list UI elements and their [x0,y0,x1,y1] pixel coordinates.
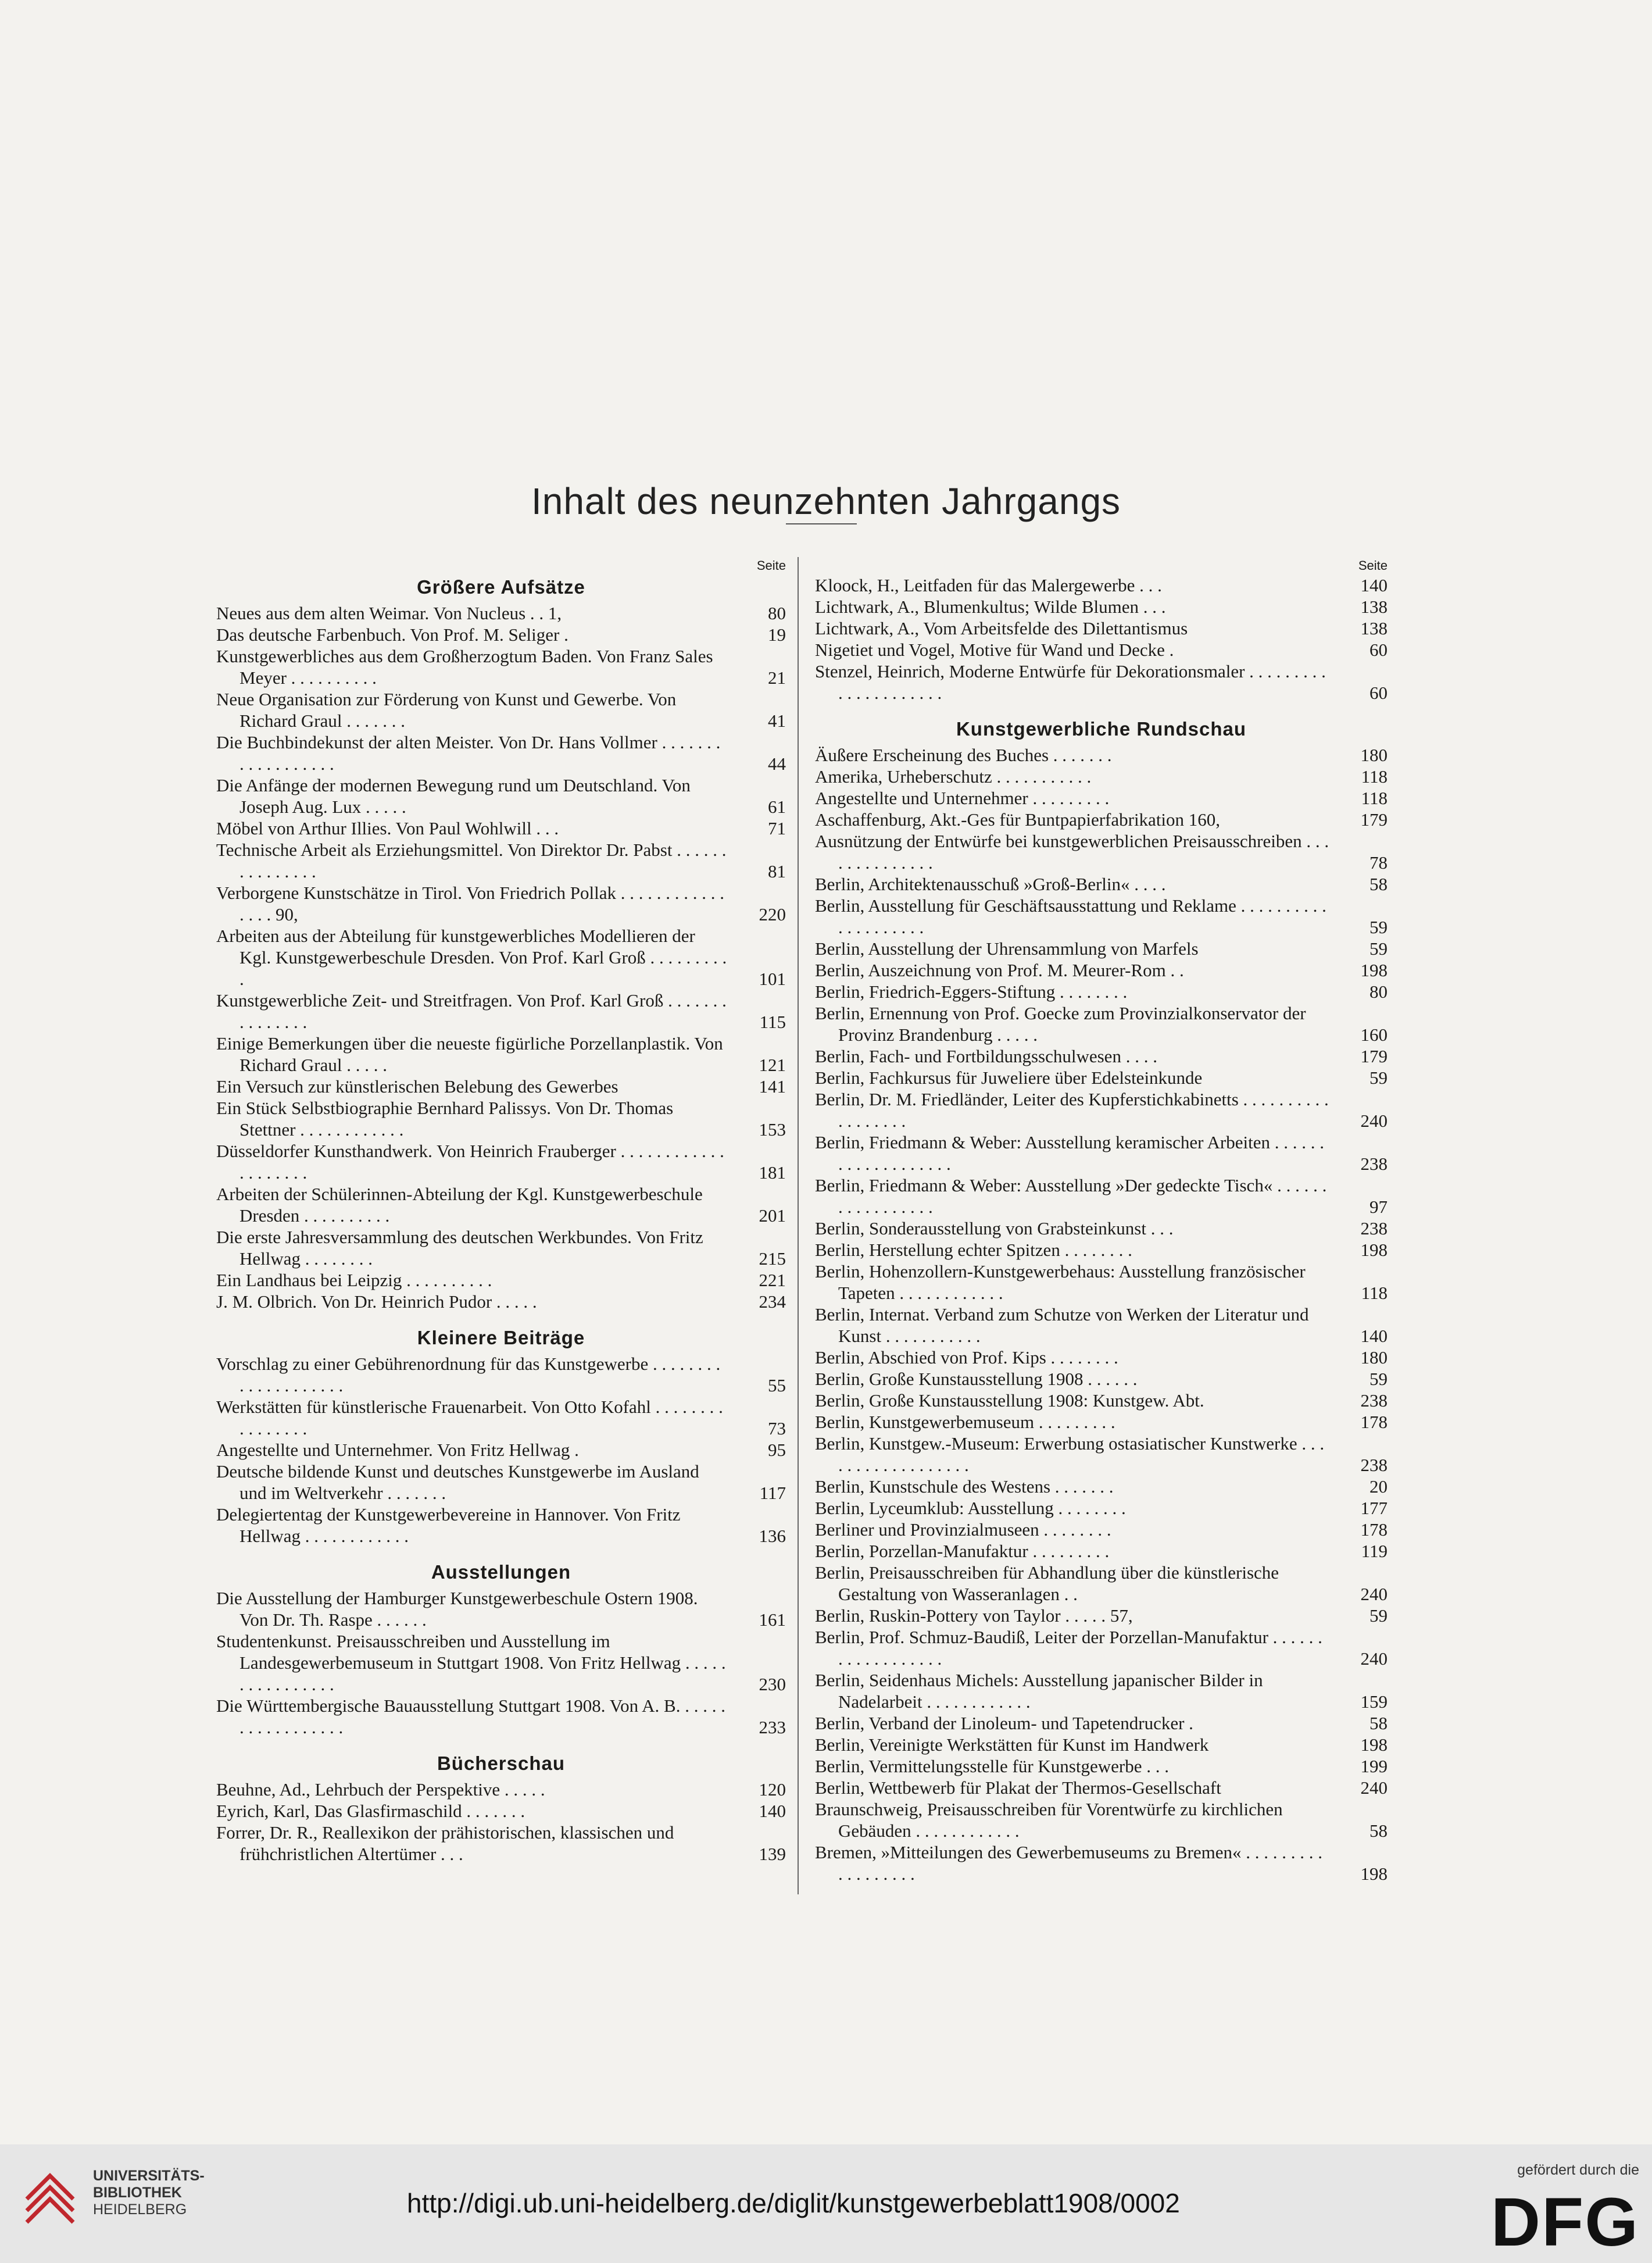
toc-entry [216,1822,786,1865]
entry-title: Deutsche bildende Kunst und deutsches Kunstgewerbe im Ausland und im Weltverkehr . . . . . . . [216,1461,699,1503]
entry-title: Berlin, Friedmann & Weber: Ausstellung keramischer Arbeiten . . . . . . . . . . . . . . . . . . . [815,1132,1324,1174]
entry-page-number: 121 [759,1055,786,1075]
toc-entry [815,1239,1388,1261]
toc-entry [216,1439,786,1461]
entry-title: Vorschlag zu einer Gebührenordnung für das Kunstgewerbe . . . . . . . . . . . . . . . . . . . . [216,1354,721,1395]
toc-entry [815,1540,1388,1562]
entry-title: Neue Organisation zur Förderung von Kunst und Gewerbe. Von Richard Graul . . . . . . . [216,689,677,731]
entry-page-number: 41 [768,711,786,731]
toc-entry [815,1712,1388,1734]
entry-page-number: 95 [768,1440,786,1460]
entry-title: Berlin, Große Kunstausstellung 1908: Kunstgew. Abt. [815,1390,1204,1411]
left-sections [216,574,786,1865]
entry-page-number: 141 [759,1076,786,1097]
toc-entry [815,1067,1388,1088]
library-name [93,2168,233,2218]
toc-entry [216,1076,786,1097]
toc-entry [815,1218,1388,1239]
entry-title: Berlin, Große Kunstausstellung 1908 . . . . . . [815,1369,1138,1389]
toc-entry [216,1291,786,1312]
entry-page-number: 44 [768,754,786,774]
library-line3: HEIDELBERG [93,2201,187,2218]
entry-page-number: 58 [1369,1713,1388,1733]
toc-entry [815,574,1388,596]
entry-page-number: 59 [1369,1369,1388,1389]
toc-entry [815,1002,1388,1045]
toc-entry [815,1368,1388,1390]
entry-page-number: 198 [1360,960,1388,980]
entry-title: Ausnützung der Entwürfe bei kunstgewerblichen Preisausschreiben . . . . . . . . . . . . . . [815,831,1329,873]
entry-page-number: 101 [759,969,786,989]
toc-entry [815,787,1388,809]
entry-title: Das deutsche Farbenbuch. Von Prof. M. Seliger . [216,624,568,645]
toc-entry [815,1433,1388,1476]
library-line2: BIBLIOTHEK [93,2185,182,2201]
entry-title: Berlin, Friedrich-Eggers-Stiftung . . . . . . . . [815,981,1128,1002]
entry-title: Berlin, Auszeichnung von Prof. M. Meurer-Rom . . [815,960,1184,980]
toc-entry [216,818,786,839]
entry-title: Berlin, Preisausschreiben für Abhandlung über die künstlerische Gestaltung von Wasseranlagen . . [815,1562,1279,1604]
toc-entry [815,639,1388,661]
entry-page-number: 55 [768,1375,786,1395]
entry-page-number: 120 [759,1779,786,1800]
toc-entry [815,809,1388,830]
entry-title: Eyrich, Karl, Das Glasfirmaschild . . . . . . . [216,1801,525,1821]
page-title: Inhalt des neunzehnten Jahrgangs [531,480,1121,522]
toc-entry [815,895,1388,938]
entry-page-number: 238 [1360,1218,1388,1238]
toc-entry [815,1476,1388,1497]
entry-title: Amerika, Urheberschutz . . . . . . . . . . . [815,766,1092,787]
toc-entry [815,1798,1388,1841]
entry-page-number: 198 [1360,1734,1388,1755]
entry-page-number: 118 [1361,1283,1388,1303]
entry-page-number: 20 [1369,1476,1388,1497]
entry-page-number: 234 [759,1291,786,1312]
entry-title: Die Buchbindekunst der alten Meister. Von Dr. Hans Vollmer . . . . . . . . . . . . . . . . . . [216,732,721,774]
entry-title: Ein Stück Selbstbiographie Bernhard Palissys. Von Dr. Thomas Stettner . . . . . . . . . . . . [216,1098,674,1140]
entry-title: Berlin, Kunstgew.-Museum: Erwerbung ostasiatischer Kunstwerke . . . . . . . . . . . . . . . . . . [815,1433,1325,1475]
entry-page-number: 240 [1360,1584,1388,1604]
title-rule [786,523,857,524]
entry-page-number: 139 [759,1844,786,1864]
entry-title: Kunstgewerbliches aus dem Großherzogtum Baden. Von Franz Sales Meyer . . . . . . . . . . [216,646,713,688]
toc-entry [216,624,786,645]
entry-title: Einige Bemerkungen über die neueste figürliche Porzellanplastik. Von Richard Graul . . . . . [216,1033,723,1075]
entry-title: Berliner und Provinzialmuseen . . . . . . . . [815,1519,1111,1540]
toc-entry [815,1497,1388,1519]
toc-entry [815,1411,1388,1433]
entry-title: Aschaffenburg, Akt.-Ges für Buntpapierfabrikation 160, [815,809,1221,830]
entry-page-number: 140 [1360,575,1388,595]
entry-title: Berlin, Lyceumklub: Ausstellung . . . . . . . . [815,1498,1126,1518]
toc-entry [216,1183,786,1226]
entry-title: Bremen, »Mitteilungen des Gewerbemuseums zu Bremen« . . . . . . . . . . . . . . . . . . [815,1842,1322,1884]
entry-page-number: 140 [1360,1326,1388,1346]
entry-title: Berlin, Verband der Linoleum- und Tapetendrucker . [815,1713,1193,1733]
toc-entry [815,959,1388,981]
dfg-logo-icon [1471,2187,1639,2251]
entry-title: Berlin, Sonderausstellung von Grabsteinkunst . . . [815,1218,1174,1238]
footer-bar [0,2144,1652,2263]
entry-title: Lichtwark, A., Blumenkultus; Wilde Blumen . . . [815,597,1166,617]
entry-page-number: 238 [1360,1154,1388,1174]
section-title: Ausstellungen [431,1561,571,1583]
toc-entry [216,1800,786,1822]
entry-page-number: 138 [1360,597,1388,617]
entry-page-number: 220 [759,904,786,925]
toc-entry [815,1088,1388,1132]
entry-page-number: 60 [1369,640,1388,660]
entry-title: Arbeiten der Schülerinnen-Abteilung der Kgl. Kunstgewerbeschule Dresden . . . . . . . . . . [216,1184,703,1226]
entry-title: Verborgene Kunstschätze in Tirol. Von Friedrich Pollak . . . . . . . . . . . . . . . . 90, [216,883,724,925]
toc-entry [815,1626,1388,1669]
entry-title: Berlin, Wettbewerb für Plakat der Thermos-Gesellschaft [815,1777,1221,1798]
entry-title: Braunschweig, Preisausschreiben für Vorentwürfe zu kirchlichen Gebäuden . . . . . . . . . . . . [815,1799,1283,1841]
toc-entry [815,1605,1388,1626]
toc-entry [216,645,786,688]
entry-page-number: 178 [1360,1519,1388,1540]
toc-entry [216,1140,786,1183]
toc-entry [216,925,786,990]
right-entries [815,744,1388,1884]
entry-title: Die Anfänge der modernen Bewegung rund um Deutschland. Von Joseph Aug. Lux . . . . . [216,775,691,817]
toc-entry [216,1396,786,1439]
toc-entry [815,744,1388,766]
entry-title: Werkstätten für künstlerische Frauenarbeit. Von Otto Kofahl . . . . . . . . . . . . . . . . [216,1397,723,1439]
toc-entry [815,1261,1388,1304]
entry-title: Forrer, Dr. R., Reallexikon der prähistorischen, klassischen und frühchristlichen Altertümer . . . [216,1822,674,1864]
entry-title: Berlin, Ruskin-Pottery von Taylor . . . . . 57, [815,1605,1133,1626]
entry-title: Düsseldorfer Kunsthandwerk. Von Heinrich Frauberger . . . . . . . . . . . . . . . . . . . . [216,1141,724,1183]
toc-entry [815,1175,1388,1218]
toc-entry [216,1504,786,1547]
toc-entry [815,1734,1388,1755]
entry-title: Lichtwark, A., Vom Arbeitsfelde des Dilettantismus [815,618,1188,638]
toc-entry [216,602,786,624]
entry-title: Berlin, Prof. Schmuz-Baudiß, Leiter der Porzellan-Manufaktur . . . . . . . . . . . . . . . . . . [815,1627,1322,1669]
entry-title: Berlin, Friedmann & Weber: Ausstellung »Der gedeckte Tisch« . . . . . . . . . . . . . . . . . [815,1175,1327,1217]
entry-page-number: 181 [759,1162,786,1183]
toc-entry [815,766,1388,787]
entry-page-number: 136 [759,1526,786,1546]
entry-title: Möbel von Arthur Illies. Von Paul Wohlwill . . . [216,818,559,838]
toc-entry [815,617,1388,639]
entry-page-number: 178 [1360,1412,1388,1432]
toc-entry [216,1587,786,1630]
toc-entry [216,1630,786,1695]
entry-title: Beuhne, Ad., Lehrbuch der Perspektive . . . . . [216,1779,545,1800]
entry-page-number: 179 [1360,809,1388,830]
entry-title: Nigetiet und Vogel, Motive für Wand und Decke . [815,640,1174,660]
section-title: Kleinere Beiträge [417,1327,585,1348]
entry-page-number: 230 [759,1674,786,1694]
entry-page-number: 138 [1360,618,1388,638]
entry-page-number: 78 [1369,852,1388,873]
entry-page-number: 215 [759,1248,786,1269]
entry-page-number: 58 [1369,874,1388,894]
entry-title: Berlin, Hohenzollern-Kunstgewerbehaus: Ausstellung französischer Tapeten . . . . . . . . . . . . [815,1261,1306,1303]
toc-entry [216,1695,786,1738]
entry-page-number: 199 [1360,1756,1388,1776]
toc-entry [815,1841,1388,1884]
entry-page-number: 201 [759,1205,786,1226]
entry-page-number: 153 [759,1119,786,1140]
entry-title: Ein Versuch zur künstlerischen Belebung des Gewerbes [216,1076,618,1097]
seite-label-right: Seite [1358,558,1388,573]
toc-entry [815,1045,1388,1067]
entry-title: Ein Landhaus bei Leipzig . . . . . . . . . . [216,1270,492,1290]
section-title: Bücherschau [437,1752,566,1774]
entry-page-number: 180 [1360,745,1388,765]
entry-title: Arbeiten aus der Abteilung für kunstgewerbliches Modellieren der Kgl. Kunstgewerbeschule Dresden. Von Prof. Karl Groß . . . . . . . . . . [216,926,727,989]
entry-page-number: 160 [1360,1025,1388,1045]
toc-entry [216,839,786,882]
toc-entry [216,1353,786,1396]
entry-title: Äußere Erscheinung des Buches . . . . . . . [815,745,1112,765]
section-title: Kunstgewerbliche Rundschau [956,718,1247,740]
toc-entry [815,830,1388,873]
entry-page-number: 97 [1369,1197,1388,1217]
entry-page-number: 177 [1360,1498,1388,1518]
entry-title: Neues aus dem alten Weimar. Von Nucleus . . 1, [216,603,562,623]
entry-page-number: 61 [768,797,786,817]
toc-entry [216,1033,786,1076]
entry-title: Berlin, Porzellan-Manufaktur . . . . . . . . . [815,1541,1110,1561]
entry-title: Berlin, Ausstellung der Uhrensammlung von Marfels [815,938,1199,959]
entry-title: Kloock, H., Leitfaden für das Malergewerbe . . . [815,575,1162,595]
entry-page-number: 240 [1360,1111,1388,1131]
entry-page-number: 179 [1360,1046,1388,1066]
toc-entry [815,1519,1388,1540]
entry-page-number: 59 [1369,1068,1388,1088]
entry-title: Berlin, Herstellung echter Spitzen . . . . . . . . [815,1240,1132,1260]
entry-title: Berlin, Kunstgewerbemuseum . . . . . . . . . [815,1412,1115,1432]
entry-page-number: 60 [1369,683,1388,703]
entry-page-number: 73 [768,1418,786,1439]
toc-entry [216,990,786,1033]
seite-label-left: Seite [756,558,786,573]
toc-entry [815,1304,1388,1347]
entry-page-number: 81 [768,861,786,881]
entry-page-number: 117 [759,1483,786,1503]
university-library-logo-icon [15,2164,85,2240]
entry-page-number: 58 [1369,1821,1388,1841]
entry-title: Die erste Jahresversammlung des deutschen Werkbundes. Von Fritz Hellwag . . . . . . . . [216,1227,703,1269]
entry-title: Berlin, Seidenhaus Michels: Ausstellung japanischer Bilder in Nadelarbeit . . . . . . . . . . . . [815,1670,1263,1712]
toc-entry [216,688,786,731]
toc-entry [815,1562,1388,1605]
entry-title: Technische Arbeit als Erziehungsmittel. Von Direktor Dr. Pabst . . . . . . . . . . . . . . . [216,840,727,881]
entry-page-number: 161 [759,1609,786,1630]
entry-title: Kunstgewerbliche Zeit- und Streitfragen. Von Prof. Karl Groß . . . . . . . . . . . . . . . [216,990,727,1032]
entry-page-number: 115 [759,1012,786,1032]
toc-entry [216,1779,786,1800]
toc-entry [815,661,1388,704]
entry-page-number: 140 [759,1801,786,1821]
entry-page-number: 159 [1360,1691,1388,1712]
toc-entry [815,1390,1388,1411]
toc-entry [815,1755,1388,1777]
toc-entry [216,1226,786,1269]
toc-entry [216,1097,786,1140]
entry-title: Berlin, Vermittelungsstelle für Kunstgewerbe . . . [815,1756,1169,1776]
section-title: Größere Aufsätze [417,576,585,598]
funding-label: gefördert durch die [1517,2162,1639,2178]
toc-entry [815,1347,1388,1368]
entry-title: Angestellte und Unternehmer . . . . . . . . . [815,788,1110,808]
entry-title: Studentenkunst. Preisausschreiben und Ausstellung im Landesgewerbemuseum in Stuttgart 1908. Von Fritz Hellwag . . . . . . . . . . . . . . . . [216,1631,726,1694]
entry-page-number: 119 [1361,1541,1388,1561]
entry-page-number: 59 [1369,1605,1388,1626]
entry-title: Berlin, Vereinigte Werkstätten für Kunst im Handwerk [815,1734,1209,1755]
entry-page-number: 21 [768,668,786,688]
entry-title: Die Ausstellung der Hamburger Kunstgewerbeschule Ostern 1908. Von Dr. Th. Raspe . . . . . . [216,1588,698,1630]
entry-title: Berlin, Architektenausschuß »Groß-Berlin« . . . . [815,874,1166,894]
entry-title: Berlin, Fachkursus für Juweliere über Edelsteinkunde [815,1068,1203,1088]
entry-title: Die Württembergische Bauausstellung Stuttgart 1908. Von A. B. . . . . . . . . . . . . . . . . . [216,1696,725,1737]
entry-title: Berlin, Dr. M. Friedländer, Leiter des Kupferstichkabinetts . . . . . . . . . . . . . . . . . . [815,1089,1329,1131]
toc-entry [216,882,786,925]
toc-entry [815,1669,1388,1712]
entry-page-number: 198 [1360,1240,1388,1260]
entry-title: Berlin, Ernennung von Prof. Goecke zum Provinzialkonservator der Provinz Brandenburg . . . . . [815,1003,1306,1045]
entry-page-number: 240 [1360,1777,1388,1798]
entry-title: J. M. Olbrich. Von Dr. Heinrich Pudor . . . . . [216,1291,537,1312]
entry-title: Berlin, Kunstschule des Westens . . . . . . . [815,1476,1114,1497]
source-url-link[interactable]: http://digi.ub.uni-heidelberg.de/diglit/kunstgewerbeblatt1908/0002 [407,2188,1180,2218]
entry-page-number: 180 [1360,1347,1388,1368]
toc-entry [216,731,786,774]
toc-entry [216,1269,786,1291]
toc-entry [815,1777,1388,1798]
toc-entry [216,774,786,818]
entry-title: Berlin, Internat. Verband zum Schutze von Werken der Literatur und Kunst . . . . . . . . . . . [815,1304,1309,1346]
entry-page-number: 19 [768,624,786,645]
entry-page-number: 71 [768,818,786,838]
entry-title: Stenzel, Heinrich, Moderne Entwürfe für Dekorationsmaler . . . . . . . . . . . . . . . . . . . . . [815,661,1326,703]
entry-page-number: 198 [1360,1864,1388,1884]
entry-title: Delegiertentag der Kunstgewerbevereine in Hannover. Von Fritz Hellwag . . . . . . . . . . . . [216,1504,681,1546]
entry-page-number: 59 [1369,917,1388,937]
entry-page-number: 118 [1361,766,1388,787]
entry-page-number: 80 [768,603,786,623]
toc-column-right [815,557,1388,1884]
toc-entry [815,938,1388,959]
entry-title: Berlin, Abschied von Prof. Kips . . . . . . . . [815,1347,1118,1368]
entry-page-number: 221 [759,1270,786,1290]
toc-entry [815,873,1388,895]
toc-entry [216,1461,786,1504]
dfg-logo-text: DFG [1490,2187,1639,2251]
entry-page-number: 238 [1360,1455,1388,1475]
entry-page-number: 118 [1361,788,1388,808]
library-line1: UNIVERSITÄTS- [93,2168,205,2184]
entry-page-number: 233 [759,1717,786,1737]
entry-title: Berlin, Ausstellung für Geschäftsausstattung und Reklame . . . . . . . . . . . . . . . . . . . . [815,895,1326,937]
entry-page-number: 80 [1369,981,1388,1002]
toc-entry [815,1132,1388,1175]
entry-page-number: 59 [1369,938,1388,959]
entry-title: Berlin, Fach- und Fortbildungsschulwesen . . . . [815,1046,1157,1066]
toc-entry [815,596,1388,617]
toc-column-left [216,557,786,1865]
toc-entry [815,981,1388,1002]
entry-page-number: 240 [1360,1648,1388,1669]
right-continuation [815,574,1388,704]
entry-title: Angestellte und Unternehmer. Von Fritz Hellwag . [216,1440,579,1460]
column-divider [798,557,799,1894]
entry-page-number: 238 [1360,1390,1388,1411]
